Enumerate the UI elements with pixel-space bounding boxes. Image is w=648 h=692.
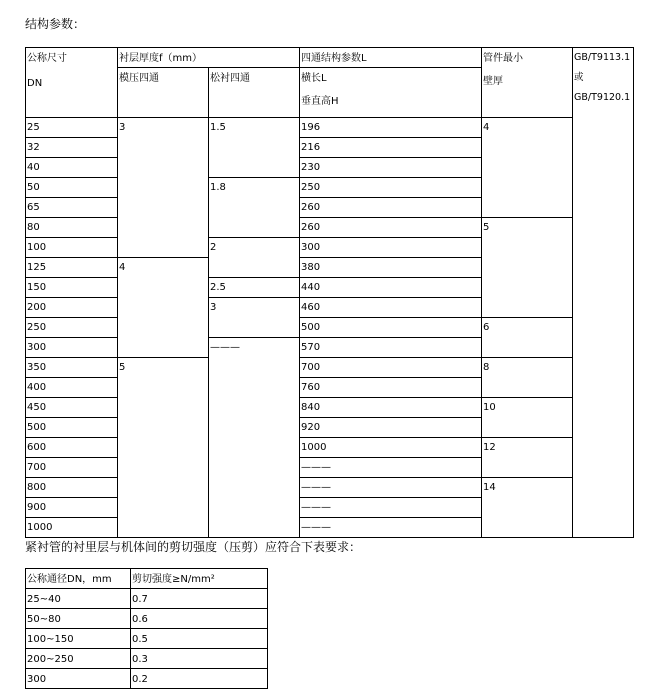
header-dn: 公称通径DN，mm xyxy=(26,569,131,589)
dn-cell: 700 xyxy=(26,458,118,478)
length-cell: 440 xyxy=(300,278,482,298)
shear-strength-cell: 0.3 xyxy=(131,649,268,669)
length-cell: ——— xyxy=(300,458,482,478)
dn-cell: 50 xyxy=(26,178,118,198)
length-cell: 250 xyxy=(300,178,482,198)
header-min-wall-thickness-line2: 壁厚 xyxy=(483,76,504,87)
loose-thickness-cell: 2 xyxy=(209,238,300,278)
dn-cell: 25 xyxy=(26,118,118,138)
dn-cell: 900 xyxy=(26,498,118,518)
header-vertical-height: 垂直高H xyxy=(301,96,339,107)
shear-strength-cell: 0.7 xyxy=(131,589,268,609)
standard-or: 或 xyxy=(574,72,584,83)
length-cell: 760 xyxy=(300,378,482,398)
dn-cell: 800 xyxy=(26,478,118,498)
header-min-wall-thickness-line1: 管件最小 xyxy=(483,53,524,64)
loose-thickness-cell: 1.5 xyxy=(209,118,300,178)
dn-cell: 32 xyxy=(26,138,118,158)
dn-cell: 125 xyxy=(26,258,118,278)
dn-cell: 300 xyxy=(26,338,118,358)
standard-line2: GB/T9120.1 xyxy=(574,92,631,103)
shear-dn-cell: 50~80 xyxy=(26,609,131,629)
shear-strength-table xyxy=(25,568,268,689)
length-cell: 920 xyxy=(300,418,482,438)
header-min-wall-thickness xyxy=(482,48,573,118)
shear-dn-cell: 100~150 xyxy=(26,629,131,649)
dn-cell: 200 xyxy=(26,298,118,318)
wall-thickness-cell: 12 xyxy=(482,438,573,478)
length-cell: 230 xyxy=(300,158,482,178)
molded-thickness-cell: 3 xyxy=(118,118,209,258)
length-cell: 216 xyxy=(300,138,482,158)
length-cell: 840 xyxy=(300,398,482,418)
shear-strength-cell: 0.5 xyxy=(131,629,268,649)
structure-parameters-table xyxy=(25,47,634,538)
shear-dn-cell: 300 xyxy=(26,669,131,689)
length-cell: 260 xyxy=(300,218,482,238)
dn-cell: 250 xyxy=(26,318,118,338)
wall-thickness-cell: 10 xyxy=(482,398,573,438)
header-nominal-size-unit: DN xyxy=(27,78,43,89)
length-cell: 196 xyxy=(300,118,482,138)
shear-strength-cell: 0.2 xyxy=(131,669,268,689)
length-cell: 260 xyxy=(300,198,482,218)
header-structure-params: 四通结构参数L xyxy=(300,48,482,68)
length-cell: ——— xyxy=(300,518,482,538)
wall-thickness-cell: 4 xyxy=(482,118,573,218)
header-molded-tee: 模压四通 xyxy=(118,68,209,118)
header-nominal-size-label: 公称尺寸 xyxy=(27,53,67,64)
length-cell: 500 xyxy=(300,318,482,338)
header-strength: 剪切强度≥N/mm² xyxy=(131,569,268,589)
wall-thickness-cell: 5 xyxy=(482,218,573,318)
dn-cell: 150 xyxy=(26,278,118,298)
length-cell: 300 xyxy=(300,238,482,258)
header-nominal-size xyxy=(26,48,118,118)
length-cell: 700 xyxy=(300,358,482,378)
shear-dn-cell: 200~250 xyxy=(26,649,131,669)
loose-thickness-cell: 3 xyxy=(209,298,300,338)
loose-thickness-cell: 2.5 xyxy=(209,278,300,298)
dn-cell: 600 xyxy=(26,438,118,458)
length-cell: ——— xyxy=(300,498,482,518)
dn-cell: 80 xyxy=(26,218,118,238)
molded-thickness-cell: 4 xyxy=(118,258,209,358)
dn-cell: 500 xyxy=(26,418,118,438)
length-cell: 1000 xyxy=(300,438,482,458)
dn-cell: 65 xyxy=(26,198,118,218)
header-length-height xyxy=(300,68,482,118)
length-cell: 380 xyxy=(300,258,482,278)
standard-cell xyxy=(573,48,634,538)
wall-thickness-cell: 8 xyxy=(482,358,573,398)
section-heading: 结构参数： xyxy=(25,17,86,31)
standard-line1: GB/T9113.1 xyxy=(574,52,631,63)
dn-cell: 1000 xyxy=(26,518,118,538)
dn-cell: 100 xyxy=(26,238,118,258)
shear-strength-cell: 0.6 xyxy=(131,609,268,629)
header-lining-thickness: 衬层厚度f（mm） xyxy=(118,48,300,68)
header-horizontal-length: 横长L xyxy=(301,73,327,84)
molded-thickness-cell: 5 xyxy=(118,358,209,538)
loose-thickness-cell: ——— xyxy=(209,338,300,538)
dn-cell: 40 xyxy=(26,158,118,178)
dn-cell: 450 xyxy=(26,398,118,418)
wall-thickness-cell: 6 xyxy=(482,318,573,358)
loose-thickness-cell: 1.8 xyxy=(209,178,300,238)
wall-thickness-cell: 14 xyxy=(482,478,573,538)
length-cell: ——— xyxy=(300,478,482,498)
length-cell: 460 xyxy=(300,298,482,318)
length-cell: 570 xyxy=(300,338,482,358)
shear-dn-cell: 25~40 xyxy=(26,589,131,609)
shear-strength-note: 紧衬管的衬里层与机体间的剪切强度（压剪）应符合下表要求： xyxy=(25,540,362,554)
dn-cell: 350 xyxy=(26,358,118,378)
dn-cell: 400 xyxy=(26,378,118,398)
header-loose-lined-tee: 松衬四通 xyxy=(209,68,300,118)
